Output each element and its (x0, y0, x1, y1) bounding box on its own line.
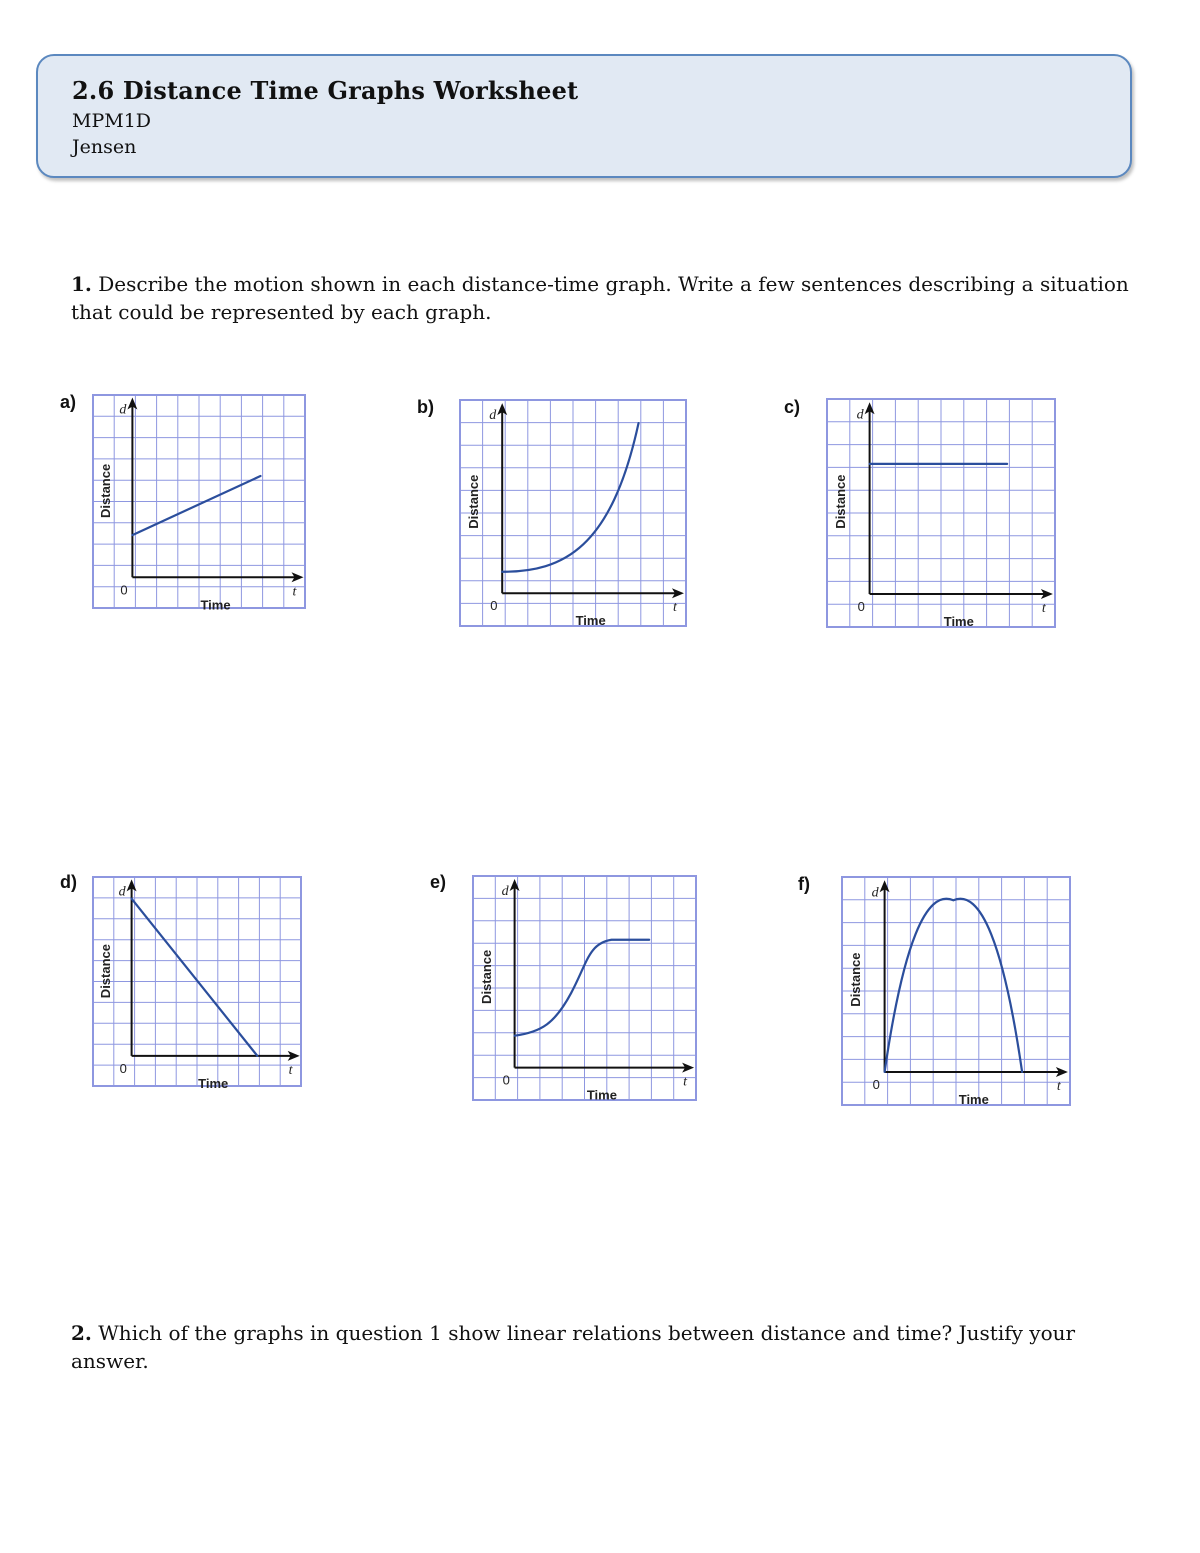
graph-d-label: d) (60, 872, 77, 892)
worksheet-title: 2.6 Distance Time Graphs Worksheet (72, 76, 579, 105)
y-var-label: d (856, 407, 864, 423)
y-axis-title: Distance (833, 474, 849, 529)
graph-d (93, 877, 301, 1091)
x-var-label: t (1041, 600, 1046, 616)
graph-e (473, 876, 696, 1103)
x-axis-title: Time (586, 1087, 617, 1103)
y-axis-title: Distance (478, 949, 494, 1004)
origin-label: 0 (119, 1060, 127, 1076)
x-axis-title: Time (575, 613, 606, 629)
origin-label: 0 (490, 598, 498, 614)
question-1 (71, 270, 1141, 326)
graph-c (827, 399, 1055, 627)
question-1-number: 1. (71, 272, 92, 296)
graph-e-label: e) (430, 872, 447, 892)
y-var-label: d (119, 402, 127, 418)
origin-label: 0 (857, 598, 865, 614)
graph-c-label: c) (784, 397, 801, 417)
graph-f-label: f) (798, 874, 810, 894)
y-axis-title: Distance (98, 463, 114, 519)
y-var-label: d (118, 884, 126, 900)
x-var-label: t (683, 1074, 687, 1090)
worksheet-header (36, 54, 1132, 178)
origin-label: 0 (502, 1072, 510, 1088)
graph-a-label: a) (60, 392, 77, 412)
question-2-text: Which of the graphs in question 1 show linear relations between distance and time? Justify your answer. (71, 1321, 1076, 1373)
x-axis-title: Time (943, 613, 974, 629)
x-var-label: t (292, 584, 297, 600)
course-code: MPM1D (72, 110, 152, 132)
question-2 (71, 1319, 1141, 1375)
teacher-name: Jensen (72, 136, 137, 158)
origin-label: 0 (872, 1076, 880, 1092)
graph-b-label: b) (417, 397, 434, 417)
question-1-text: Describe the motion shown in each distance-time graph. Write a few sentences describing a situation that could be represented by each graph. (71, 272, 1129, 324)
graph-f (842, 877, 1070, 1105)
x-axis-title: Time (198, 1075, 229, 1091)
y-var-label: d (501, 884, 509, 900)
x-var-label: t (1056, 1078, 1061, 1094)
y-axis-title: Distance (466, 474, 482, 529)
x-axis-title: Time (200, 597, 231, 613)
graph-a (93, 395, 305, 613)
y-axis-title: Distance (97, 943, 113, 999)
x-axis-title: Time (958, 1091, 989, 1107)
x-var-label: t (288, 1062, 293, 1078)
y-var-label: d (871, 885, 879, 901)
graph-b (460, 400, 686, 629)
y-axis-title: Distance (848, 952, 864, 1007)
origin-label: 0 (120, 582, 128, 598)
x-var-label: t (672, 600, 677, 616)
y-var-label: d (489, 408, 497, 424)
question-2-number: 2. (71, 1321, 92, 1345)
